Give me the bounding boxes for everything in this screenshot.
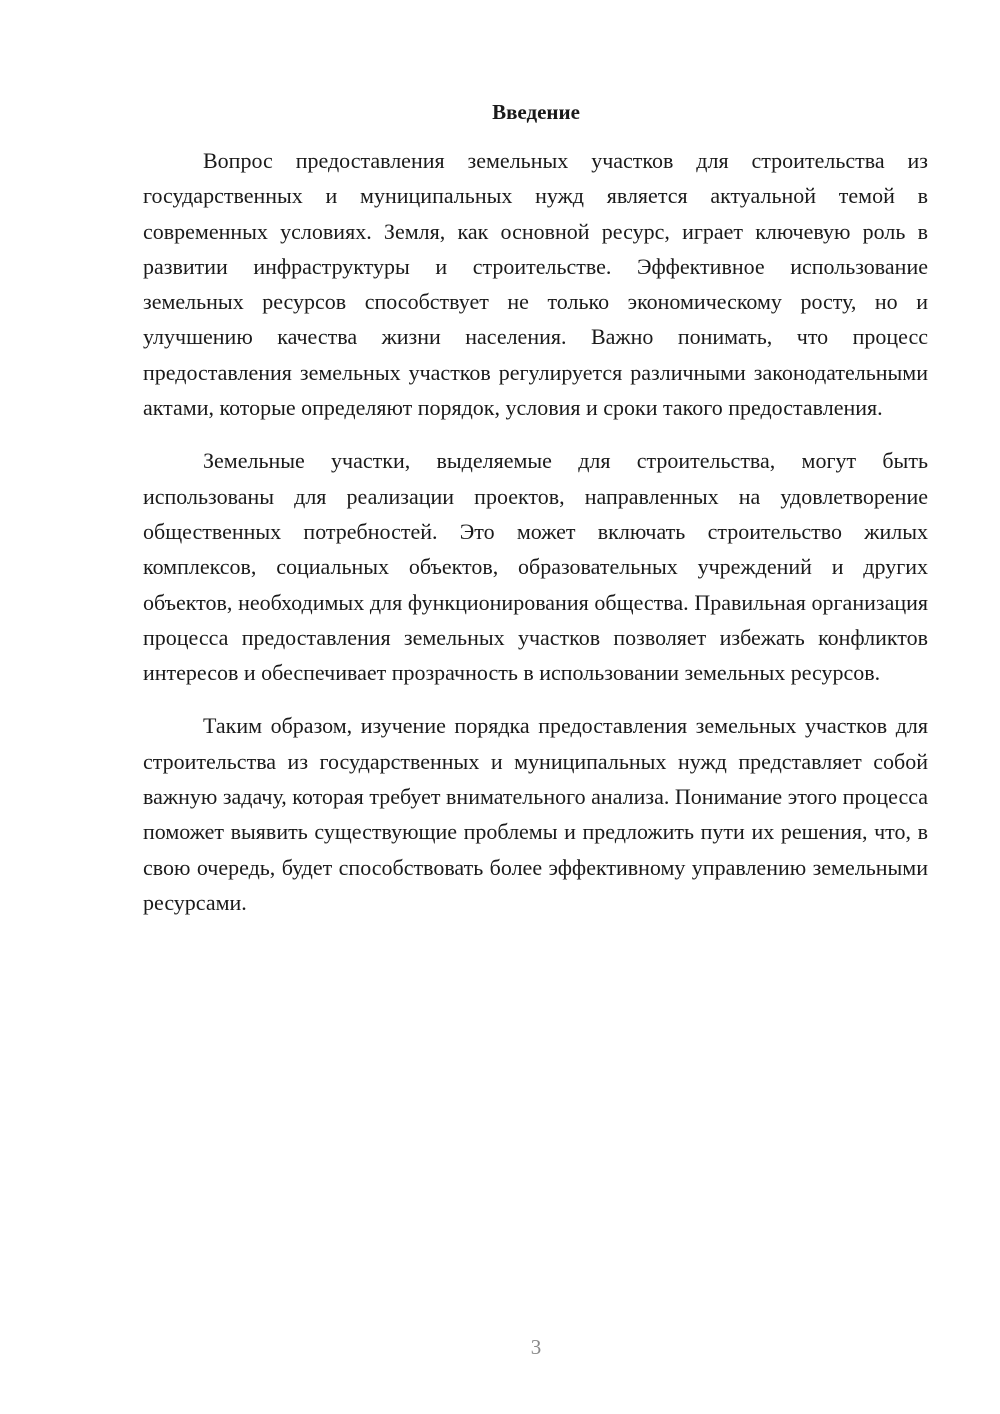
paragraph-2: Земельные участки, выделяемые для строительства, могут быть использованы для реализации проектов, направленных на удовлетворение общественных потребностей. Это может включать строительство жилых комплексов, социальных объектов, образовательных учреждений и других объектов, необходимых для функционирования общества. Правильная организация процесса предоставления земельных участков позволяет избежать конфликтов интересов и обеспечивает прозрачность в использовании земельных ресурсов. — [143, 448, 928, 686]
document-body — [143, 143, 928, 938]
paragraph-3: Таким образом, изучение порядка предоставления земельных участков для строительства из государственных и муниципальных нужд представляет собой важную задачу, которая требует внимательного анализа. Понимание этого процесса поможет выявить существующие проблемы и предложить пути их решения, что, в свою очередь, будет способствовать более эффективному управлению земельными ресурсами. — [143, 713, 928, 915]
page-number: 3 — [530, 1335, 542, 1359]
paragraph-1: Вопрос предоставления земельных участков для строительства из государственных и муниципальных нужд является актуальной темой в современных условиях. Земля, как основной ресурс, играет ключевую роль в развитии инфраструктуры и строительстве. Эффективное использование земельных ресурсов способствует не только экономическому росту, но и улучшению качества жизни населения. Важно понимать, что процесс предоставления земельных участков регулируется различными законодательными актами, которые определяют порядок, условия и сроки такого предоставления. — [143, 148, 928, 421]
section-title: Введение — [492, 100, 580, 124]
